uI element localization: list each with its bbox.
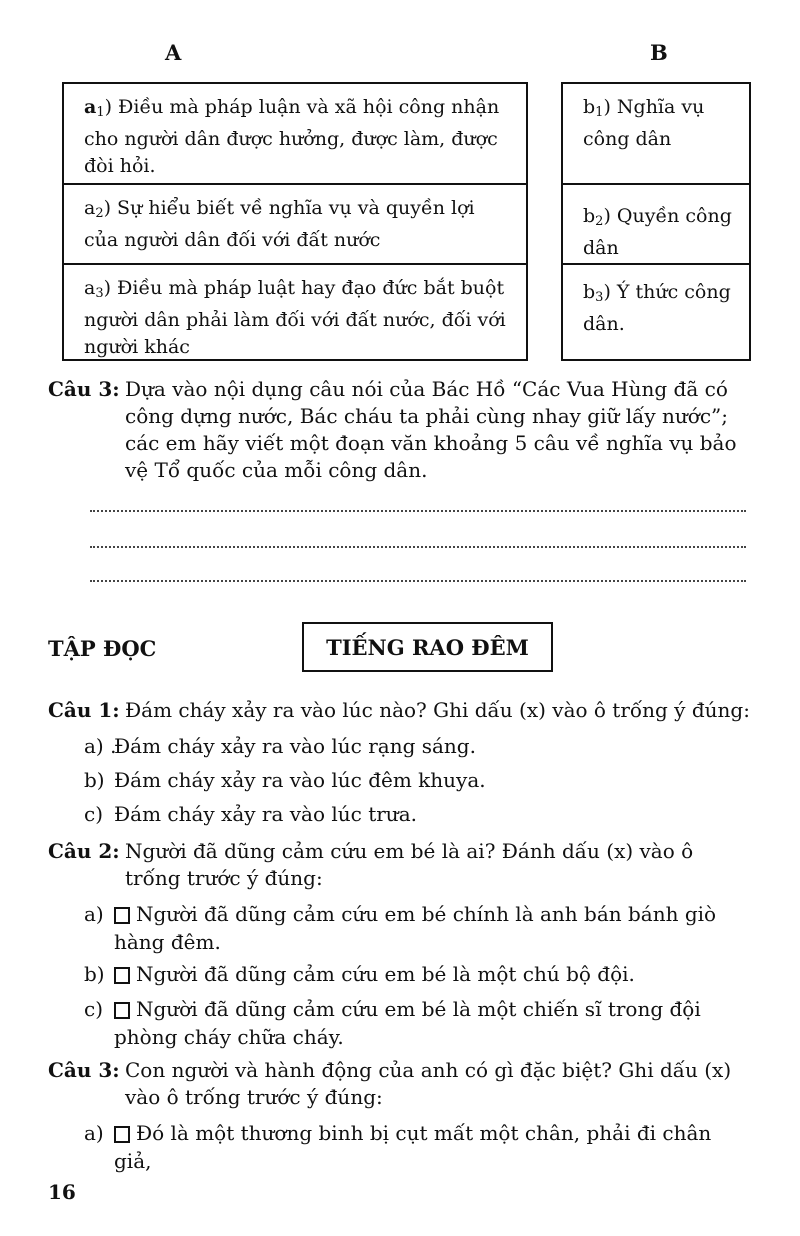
reading-title: TIẾNG RAO ĐÊM (326, 634, 529, 660)
table-b-cell-1 (563, 84, 749, 185)
column-a-header: A (165, 40, 182, 65)
question-label: Câu 1: (48, 698, 120, 722)
cell-subscript: 3 (595, 290, 604, 305)
q2-option-c[interactable] (84, 995, 754, 1051)
table-b-cell-2 (563, 185, 749, 265)
option-text: Đám cháy xảy ra vào lúc đêm khuya. (114, 768, 486, 792)
q3-option-a[interactable] (84, 1119, 754, 1175)
q1-option-b[interactable] (84, 766, 754, 794)
q2-option-b[interactable] (84, 960, 754, 988)
question-label: Câu 2: (48, 839, 120, 863)
question-text: Người đã dũng cảm cứu em bé là ai? Đánh dấu (x) vào ô trống trước ý đúng: (125, 839, 694, 890)
option-letter: a) (84, 1121, 104, 1145)
table-a-cell-2 (64, 185, 526, 265)
option-letter: b) (84, 768, 105, 792)
option-text: Đám cháy xảy ra vào lúc trưa. (114, 802, 417, 826)
cell-prefix: b (583, 205, 596, 227)
question-3 (48, 1057, 754, 1111)
reading-title-box (302, 622, 553, 672)
checkbox[interactable] (114, 1126, 130, 1143)
question-label: Câu 3: (48, 1058, 120, 1082)
checkbox[interactable] (114, 1002, 130, 1019)
column-a-table (62, 82, 528, 361)
q1-option-c[interactable] (84, 800, 754, 828)
table-a-cell-1 (64, 84, 526, 185)
cell-text: ) Quyền công dân (583, 205, 732, 259)
page-number: 16 (48, 1180, 76, 1204)
question-text: Con người và hành động của anh có gì đặc biệt? Ghi dấu (x) vào ô trống trước ý đúng: (125, 1058, 732, 1109)
question-3-writing (48, 376, 754, 484)
q2-option-a[interactable] (84, 900, 754, 956)
answer-line-2[interactable] (90, 544, 746, 548)
option-text: Đám cháy xảy ra vào lúc rạng sáng. (114, 734, 476, 758)
checkbox[interactable] (114, 967, 130, 984)
cell-prefix: a (84, 277, 96, 299)
question-2 (48, 838, 754, 892)
cell-subscript: 1 (96, 105, 105, 120)
column-b-table (561, 82, 751, 361)
column-b-header: B (650, 40, 668, 65)
question-1 (48, 697, 754, 724)
answer-line-3[interactable] (90, 578, 746, 582)
answer-line-1[interactable] (90, 508, 746, 512)
question-text: Dựa vào nội dụng câu nói của Bác Hồ “Các Vua Hùng đã có công dựng nước, Bác cháu ta phải cùng nhay giữ lấy nước”; các em hãy viết một đoạn văn khoảng 5 câu về nghĩa vụ bảo vệ Tổ quốc của mỗi công dân. (125, 377, 737, 482)
option-letter: c) (84, 997, 104, 1021)
q1-option-a[interactable] (84, 732, 754, 760)
cell-subscript: 1 (595, 105, 604, 120)
cell-prefix: b (583, 96, 596, 118)
question-text: Đám cháy xảy ra vào lúc nào? Ghi dấu (x) vào ô trống ý đúng: (125, 698, 750, 722)
checkbox[interactable] (114, 907, 130, 924)
cell-text: ) Điều mà pháp luật hay đạo đức bắt buột người dân phải làm đối với đất nước, đối với người khác (84, 277, 506, 358)
option-letter: a) (84, 902, 104, 926)
cell-text: ) Sự hiểu biết về nghĩa vụ và quyền lợi của người dân đối với đất nước (84, 197, 475, 251)
cell-prefix: b (583, 281, 596, 303)
cell-text: ) Nghĩa vụ công dân (583, 96, 705, 150)
cell-subscript: 2 (95, 206, 104, 221)
table-b-cell-3 (563, 265, 749, 359)
cell-subscript: 2 (595, 214, 604, 229)
option-text: Người đã dũng cảm cứu em bé là một chiến sĩ trong đội phòng cháy chữa cháy. (114, 997, 701, 1049)
cell-subscript: 3 (95, 286, 104, 301)
cell-prefix: a (84, 96, 97, 118)
cell-text: ) Ý thức công dân. (583, 281, 731, 335)
option-text: Người đã dũng cảm cứu em bé là một chú bộ đội. (136, 962, 635, 986)
option-letter: a) . (84, 734, 117, 758)
table-a-cell-3 (64, 265, 526, 359)
option-letter: b) (84, 962, 105, 986)
question-label: Câu 3: (48, 377, 120, 401)
section-label: TẬP ĐỌC (48, 636, 157, 661)
option-text: Người đã dũng cảm cứu em bé chính là anh bán bánh giò hàng đêm. (114, 902, 717, 954)
option-text: Đó là một thương binh bị cụt mất một chân, phải đi chân giả, (114, 1121, 712, 1173)
option-letter: c) (84, 802, 104, 826)
cell-prefix: a (84, 197, 96, 219)
cell-text: ) Điều mà pháp luận và xã hội công nhận cho người dân được hưởng, được làm, được đòi hỏi. (84, 96, 500, 177)
